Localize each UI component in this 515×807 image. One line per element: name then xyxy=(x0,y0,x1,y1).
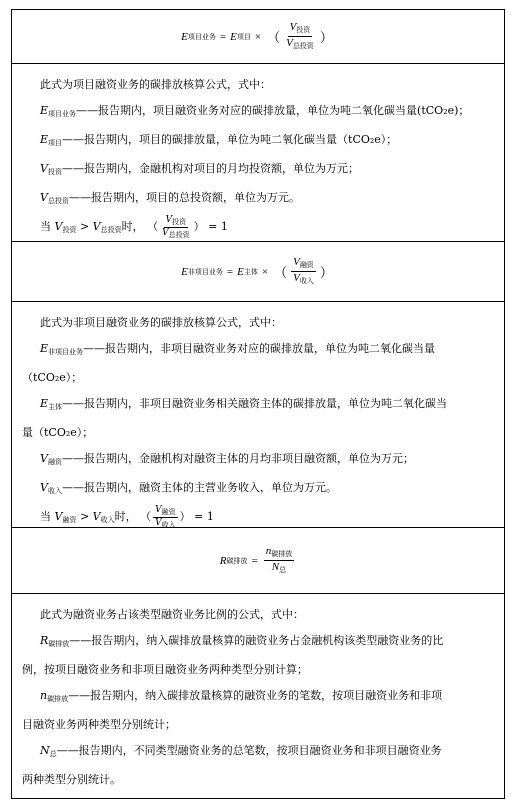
project-formula xyxy=(12,10,504,64)
nonproject-line-2: $E_{主体}——$报告期内，非项目融资业务相关融资主体的碳排放量，单位为吨二氧化碳当 xyxy=(40,397,448,411)
project-intro: 此式为项目融资业务的碳排放核算公式，式中： xyxy=(40,78,271,91)
project-description xyxy=(12,64,504,242)
times-sign: × xyxy=(254,30,262,43)
nonproject-line-4: $V_{收入}——$报告期内，融资主体的主营业务收入，单位为万元。 xyxy=(40,481,337,495)
ratio-line-N: $N_总——$报告期内，不同类型融资业务的总笔数，按项目融资业务和非项目融资业务 xyxy=(40,744,442,758)
nonproject-intro: 此式为非项目融资业务的碳排放核算公式，式中： xyxy=(40,316,282,329)
ratio-line-N-cont: 两种类型分别统计。 xyxy=(22,773,121,786)
project-line-3: $V_{投资}——$报告期内，金融机构对项目的月均投资额，单位为万元； xyxy=(40,162,359,176)
equals-sign: = xyxy=(219,30,227,43)
close-paren: ） xyxy=(319,30,333,45)
nonproject-line-3: $V_{融资}——$报告期内，金融机构对融资主体的月均非项目融资额，单位为万元； xyxy=(40,452,414,466)
sub-total-invest: 总投资 xyxy=(292,42,314,50)
var-e: E xyxy=(181,30,188,43)
var-e-project: E xyxy=(230,30,237,43)
sub-nonproject-business: 非项目业务 xyxy=(187,267,223,276)
var-r: R xyxy=(219,554,227,567)
var-n: n xyxy=(265,545,272,557)
ratio-line-n-cont: 目融资业务两种类型分别统计； xyxy=(22,718,176,731)
sub-project: 项目 xyxy=(236,32,251,41)
ratio-line-r: $R_{碳排放}——$报告期内，纳入碳排放量核算的融资业务占金融机构该类型融资业务的比 xyxy=(40,634,444,648)
project-fraction xyxy=(284,21,316,52)
nonproject-condition: 当 $V_{融资} > V_{收入}$时， （ $\frac{V_{融资}}{V_{收入}}$ ） = 1 xyxy=(40,504,214,529)
nonproject-line-1: $E_{非项目业务}——$报告期内，非项目融资业务对应的碳排放量，单位为吨二氧化碳当量 xyxy=(40,342,436,356)
sub-project-business: 项目业务 xyxy=(187,32,216,41)
var-N: N xyxy=(271,561,280,573)
formula-table xyxy=(11,9,505,799)
ratio-line-n: $n_{碳排放}——$报告期内，纳入碳排放量核算的融资业务的笔数，按项目融资业务和非项 xyxy=(40,689,443,703)
var-v-den: V xyxy=(286,37,293,49)
open-paren: （ xyxy=(267,30,281,45)
sub-r: 碳排放 xyxy=(226,556,248,565)
var-v-num: V xyxy=(289,21,297,33)
nonproject-formula: E 非项目业务 = E 主体 × （ $\frac{V_{融资}}{V_{收入}}$ ） xyxy=(12,242,504,302)
sub-invest: 投资 xyxy=(296,26,311,34)
ratio-description xyxy=(12,594,504,798)
project-condition: 当 $V_{投资} > V_{总投资}$时， （ $\frac{V_{投资}}{V_{总投资}}$ ） = 1 xyxy=(40,214,228,239)
condition-fraction: $\frac{V_{投资}}{V_{总投资}}$ xyxy=(162,214,190,239)
ratio-intro: 此式为融资业务占该类型融资业务比例的公式，式中： xyxy=(40,608,304,621)
project-line-2: $E_{项目}——$报告期内，项目的碳排放量，单位为吨二氧化碳当量（tCO₂e）； xyxy=(40,133,398,147)
project-line-4: $V_{总投资}——$报告期内，项目的总投资额，单位为万元。 xyxy=(40,191,300,205)
sub-entity: 主体 xyxy=(243,267,258,276)
project-line-1: $E_{项目业务}——$报告期内，项目融资业务对应的碳排放量，单位为吨二氧化碳当量(tCO₂e)； xyxy=(40,104,470,118)
nonproject-description xyxy=(12,302,504,528)
ratio-line-r-cont: 例，按项目融资业务和非项目融资业务两种类型分别计算； xyxy=(22,663,308,676)
ratio-formula: R 碳排放 = $\frac{n_{碳排放}}{N_总}$ xyxy=(12,528,504,594)
ratio-fraction: $\frac{n_{碳排放}}{N_总}$ xyxy=(265,545,293,574)
nonproject-fraction: $\frac{V_{融资}}{V_{收入}}$ xyxy=(293,256,314,285)
nonproject-line-2-cont: 量（tCO₂e）； xyxy=(22,426,94,439)
nonproject-line-1-cont: （tCO₂e）； xyxy=(22,371,83,384)
